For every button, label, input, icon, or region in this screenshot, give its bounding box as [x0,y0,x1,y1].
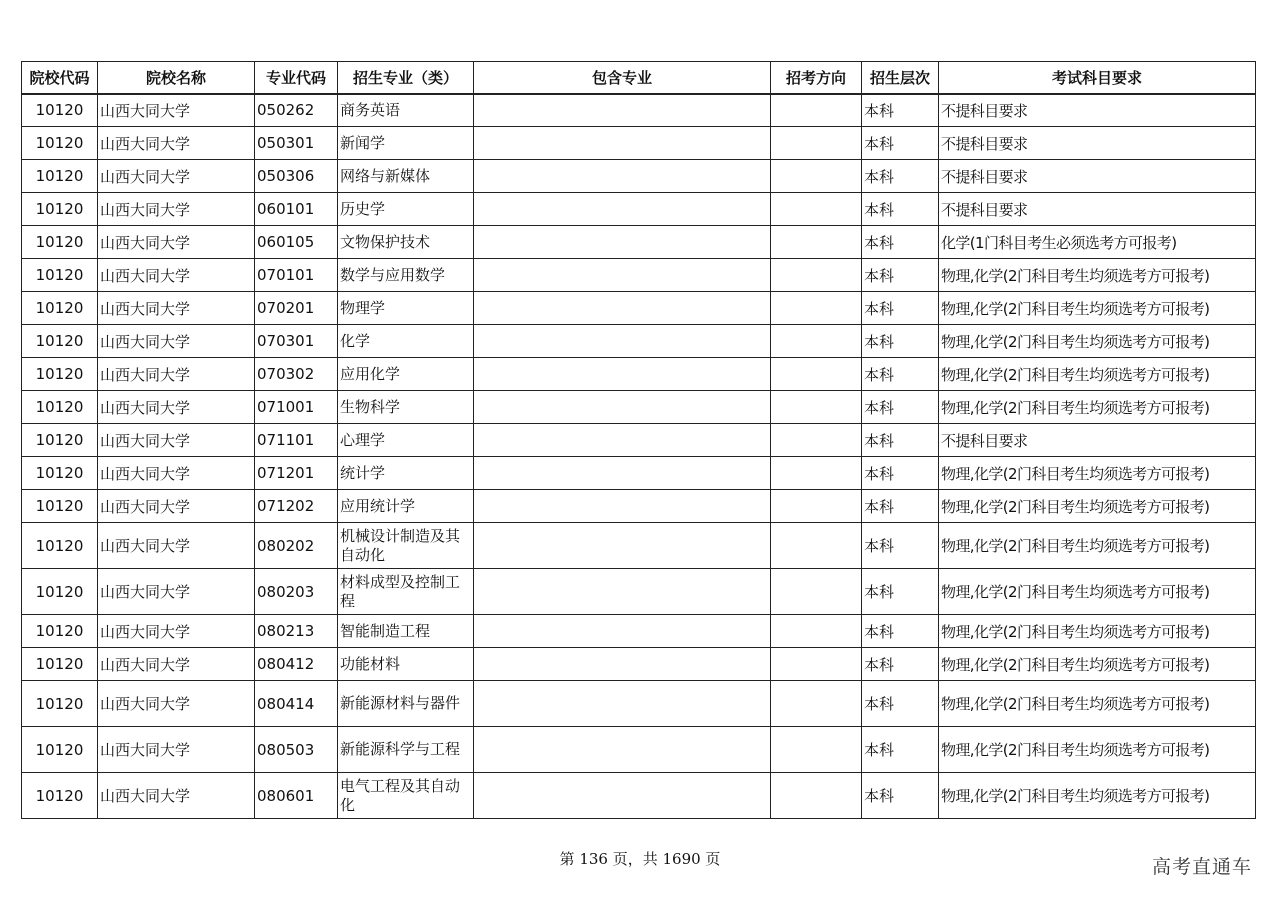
cell-level: 本科 [862,391,939,424]
header-school-code: 院校代码 [22,62,98,94]
cell-level: 本科 [862,358,939,391]
table-row [22,523,1256,569]
cell-major: 数学与应用数学 [338,259,474,292]
cell-level: 本科 [862,292,939,325]
cell-requirement: 物理,化学(2门科目考生均须选考方可报考) [939,358,1256,391]
cell-major-code: 080601 [255,773,338,819]
cell-requirement: 物理,化学(2门科目考生均须选考方可报考) [939,648,1256,681]
table-row [22,325,1256,358]
cell-direction [771,292,862,325]
cell-major: 材料成型及控制工程 [338,569,474,615]
cell-major-code: 060105 [255,226,338,259]
cell-includes [474,259,771,292]
cell-major: 新能源科学与工程 [338,727,474,773]
cell-major-code: 071202 [255,490,338,523]
cell-major-code: 080213 [255,615,338,648]
cell-major-code: 080503 [255,727,338,773]
cell-major: 生物科学 [338,391,474,424]
watermark: 高考直通车 [1151,856,1252,878]
cell-requirement: 不提科目要求 [939,424,1256,457]
cell-major-code: 080203 [255,569,338,615]
cell-direction [771,490,862,523]
cell-school-name: 山西大同大学 [98,457,255,490]
cell-direction [771,523,862,569]
cell-school-code: 10120 [22,391,98,424]
cell-direction [771,727,862,773]
cell-direction [771,391,862,424]
cell-school-code: 10120 [22,127,98,160]
cell-major: 功能材料 [338,648,474,681]
cell-major-code: 071001 [255,391,338,424]
table-row [22,648,1256,681]
cell-includes [474,160,771,193]
cell-direction [771,569,862,615]
table-row [22,226,1256,259]
table-row [22,358,1256,391]
cell-includes [474,424,771,457]
cell-school-name: 山西大同大学 [98,193,255,226]
cell-school-code: 10120 [22,615,98,648]
cell-school-name: 山西大同大学 [98,681,255,727]
cell-school-code: 10120 [22,457,98,490]
cell-includes [474,727,771,773]
cell-school-name: 山西大同大学 [98,226,255,259]
cell-requirement: 不提科目要求 [939,94,1256,127]
table-row [22,292,1256,325]
cell-major-code: 080412 [255,648,338,681]
cell-requirement: 物理,化学(2门科目考生均须选考方可报考) [939,325,1256,358]
cell-direction [771,193,862,226]
table-row [22,391,1256,424]
cell-major: 商务英语 [338,94,474,127]
cell-major-code: 080414 [255,681,338,727]
cell-school-name: 山西大同大学 [98,259,255,292]
cell-requirement: 物理,化学(2门科目考生均须选考方可报考) [939,457,1256,490]
cell-includes [474,292,771,325]
cell-major: 网络与新媒体 [338,160,474,193]
cell-school-name: 山西大同大学 [98,523,255,569]
header-level: 招生层次 [862,62,939,94]
cell-level: 本科 [862,523,939,569]
table-row [22,569,1256,615]
table-row [22,94,1256,127]
cell-major-code: 070201 [255,292,338,325]
cell-direction [771,358,862,391]
cell-level: 本科 [862,727,939,773]
cell-school-name: 山西大同大学 [98,292,255,325]
cell-level: 本科 [862,226,939,259]
cell-major: 新闻学 [338,127,474,160]
cell-includes [474,94,771,127]
cell-level: 本科 [862,457,939,490]
cell-major-code: 080202 [255,523,338,569]
cell-school-name: 山西大同大学 [98,127,255,160]
table-row [22,773,1256,819]
cell-requirement: 物理,化学(2门科目考生均须选考方可报考) [939,773,1256,819]
cell-direction [771,226,862,259]
cell-includes [474,648,771,681]
cell-requirement: 物理,化学(2门科目考生均须选考方可报考) [939,523,1256,569]
cell-major: 机械设计制造及其自动化 [338,523,474,569]
table-row [22,457,1256,490]
cell-school-code: 10120 [22,569,98,615]
cell-major-code: 071101 [255,424,338,457]
cell-includes [474,457,771,490]
cell-level: 本科 [862,259,939,292]
cell-direction [771,457,862,490]
table-row [22,727,1256,773]
cell-school-code: 10120 [22,292,98,325]
cell-level: 本科 [862,160,939,193]
cell-school-code: 10120 [22,773,98,819]
cell-includes [474,226,771,259]
header-major: 招生专业（类） [338,62,474,94]
cell-major: 物理学 [338,292,474,325]
cell-requirement: 物理,化学(2门科目考生均须选考方可报考) [939,259,1256,292]
cell-level: 本科 [862,615,939,648]
cell-direction [771,648,862,681]
cell-includes [474,681,771,727]
cell-requirement: 不提科目要求 [939,127,1256,160]
cell-level: 本科 [862,569,939,615]
cell-requirement: 化学(1门科目考生必须选考方可报考) [939,226,1256,259]
header-includes: 包含专业 [474,62,771,94]
cell-includes [474,773,771,819]
cell-school-name: 山西大同大学 [98,648,255,681]
cell-level: 本科 [862,648,939,681]
cell-requirement: 物理,化学(2门科目考生均须选考方可报考) [939,569,1256,615]
admission-table [21,61,1256,819]
cell-includes [474,127,771,160]
cell-major: 应用统计学 [338,490,474,523]
cell-school-code: 10120 [22,727,98,773]
cell-school-name: 山西大同大学 [98,615,255,648]
table-row [22,127,1256,160]
cell-major-code: 070301 [255,325,338,358]
admission-table-container [21,61,1256,819]
cell-major: 电气工程及其自动化 [338,773,474,819]
cell-includes [474,490,771,523]
table-row [22,615,1256,648]
cell-direction [771,681,862,727]
cell-school-code: 10120 [22,358,98,391]
cell-level: 本科 [862,490,939,523]
cell-requirement: 物理,化学(2门科目考生均须选考方可报考) [939,391,1256,424]
cell-school-code: 10120 [22,94,98,127]
cell-major-code: 070101 [255,259,338,292]
header-major-code: 专业代码 [255,62,338,94]
cell-major: 应用化学 [338,358,474,391]
cell-requirement: 物理,化学(2门科目考生均须选考方可报考) [939,615,1256,648]
cell-direction [771,160,862,193]
cell-school-code: 10120 [22,523,98,569]
header-direction: 招考方向 [771,62,862,94]
cell-direction [771,127,862,160]
cell-major-code: 050262 [255,94,338,127]
cell-major: 智能制造工程 [338,615,474,648]
cell-school-code: 10120 [22,325,98,358]
cell-direction [771,259,862,292]
cell-level: 本科 [862,94,939,127]
cell-school-name: 山西大同大学 [98,424,255,457]
cell-major-code: 050301 [255,127,338,160]
cell-level: 本科 [862,424,939,457]
cell-school-name: 山西大同大学 [98,391,255,424]
cell-school-code: 10120 [22,681,98,727]
table-row [22,681,1256,727]
cell-major-code: 050306 [255,160,338,193]
cell-direction [771,615,862,648]
cell-school-name: 山西大同大学 [98,94,255,127]
cell-school-name: 山西大同大学 [98,160,255,193]
cell-requirement: 物理,化学(2门科目考生均须选考方可报考) [939,681,1256,727]
cell-includes [474,615,771,648]
cell-school-name: 山西大同大学 [98,773,255,819]
cell-school-code: 10120 [22,490,98,523]
cell-requirement: 不提科目要求 [939,160,1256,193]
cell-requirement: 物理,化学(2门科目考生均须选考方可报考) [939,727,1256,773]
table-row [22,193,1256,226]
cell-requirement: 物理,化学(2门科目考生均须选考方可报考) [939,292,1256,325]
cell-school-code: 10120 [22,424,98,457]
cell-direction [771,773,862,819]
cell-school-name: 山西大同大学 [98,490,255,523]
cell-school-name: 山西大同大学 [98,569,255,615]
cell-includes [474,523,771,569]
header-school-name: 院校名称 [98,62,255,94]
cell-direction [771,94,862,127]
header-requirement: 考试科目要求 [939,62,1256,94]
cell-direction [771,424,862,457]
cell-major: 化学 [338,325,474,358]
cell-school-code: 10120 [22,648,98,681]
cell-level: 本科 [862,193,939,226]
cell-direction [771,325,862,358]
cell-school-code: 10120 [22,193,98,226]
cell-major: 文物保护技术 [338,226,474,259]
cell-requirement: 物理,化学(2门科目考生均须选考方可报考) [939,490,1256,523]
cell-school-code: 10120 [22,259,98,292]
table-row [22,259,1256,292]
cell-includes [474,391,771,424]
table-row [22,490,1256,523]
cell-includes [474,193,771,226]
cell-school-code: 10120 [22,226,98,259]
cell-school-name: 山西大同大学 [98,325,255,358]
cell-requirement: 不提科目要求 [939,193,1256,226]
cell-major-code: 071201 [255,457,338,490]
table-row [22,424,1256,457]
cell-major-code: 060101 [255,193,338,226]
cell-includes [474,569,771,615]
cell-level: 本科 [862,325,939,358]
cell-major: 心理学 [338,424,474,457]
table-row [22,160,1256,193]
cell-includes [474,325,771,358]
cell-major-code: 070302 [255,358,338,391]
cell-level: 本科 [862,773,939,819]
table-header-row [22,62,1256,94]
cell-includes [474,358,771,391]
cell-major: 新能源材料与器件 [338,681,474,727]
cell-school-name: 山西大同大学 [98,358,255,391]
cell-level: 本科 [862,127,939,160]
cell-school-name: 山西大同大学 [98,727,255,773]
cell-major: 统计学 [338,457,474,490]
cell-major: 历史学 [338,193,474,226]
cell-level: 本科 [862,681,939,727]
cell-school-code: 10120 [22,160,98,193]
page-number: 第 136 页，共 1690 页 [559,850,721,868]
